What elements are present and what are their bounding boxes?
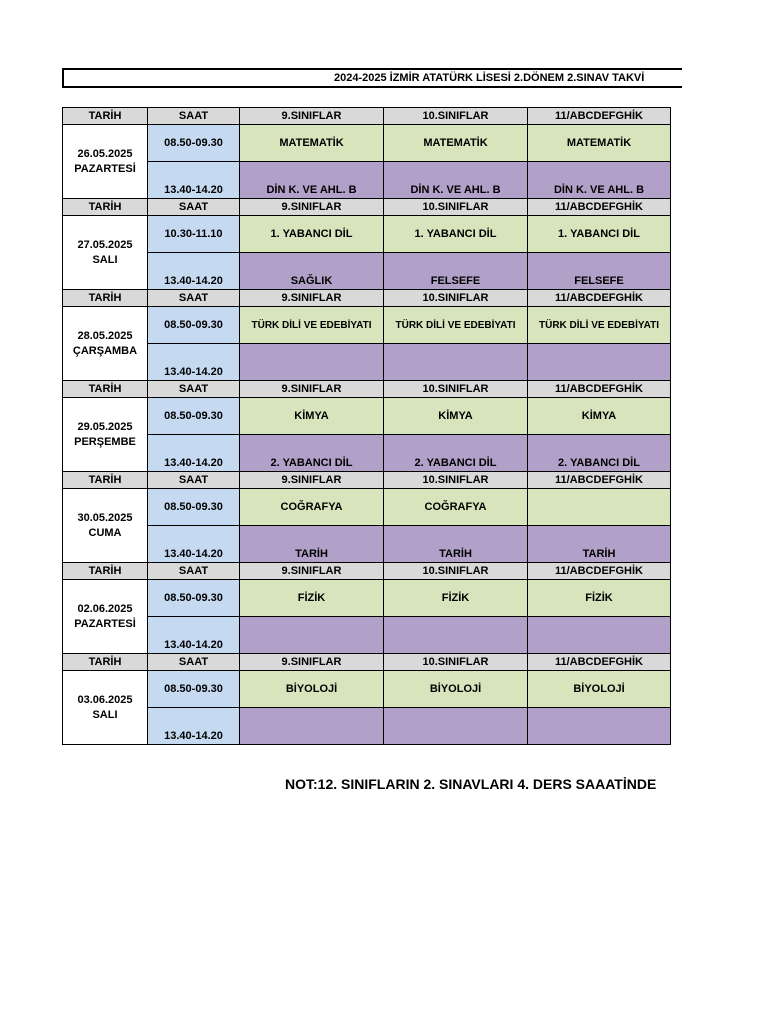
- header-time: SAAT: [148, 381, 240, 398]
- header-grade-11: 11/ABCDEFGHİK: [528, 108, 671, 125]
- header-grade-10: 10.SINIFLAR: [384, 290, 528, 307]
- header-grade-9: 9.SINIFLAR: [240, 108, 384, 125]
- afternoon-time: 13.40-14.20: [148, 253, 240, 290]
- morning-row: [63, 580, 671, 617]
- weekday-value: CUMA: [88, 526, 122, 539]
- afternoon-exam-grade-9: [240, 344, 384, 381]
- morning-time: 10.30-11.10: [148, 216, 240, 253]
- header-grade-10: 10.SINIFLAR: [384, 563, 528, 580]
- date-value: 02.06.2025: [77, 602, 133, 615]
- date-value: 03.06.2025: [77, 693, 133, 706]
- afternoon-row: [63, 617, 671, 654]
- morning-exam-grade-11: BİYOLOJİ: [528, 671, 671, 708]
- morning-exam-grade-11: FİZİK: [528, 580, 671, 617]
- morning-time: 08.50-09.30: [148, 307, 240, 344]
- afternoon-exam-grade-9: [240, 617, 384, 654]
- morning-row: [63, 125, 671, 162]
- header-grade-11: 11/ABCDEFGHİK: [528, 563, 671, 580]
- header-grade-10: 10.SINIFLAR: [384, 654, 528, 671]
- date-value: 28.05.2025: [77, 329, 133, 342]
- afternoon-exam-grade-10: [384, 344, 528, 381]
- header-grade-9: 9.SINIFLAR: [240, 654, 384, 671]
- morning-time: 08.50-09.30: [148, 580, 240, 617]
- header-grade-10: 10.SINIFLAR: [384, 381, 528, 398]
- header-date: TARİH: [63, 108, 148, 125]
- header-date: TARİH: [63, 290, 148, 307]
- afternoon-time: 13.40-14.20: [148, 435, 240, 472]
- date-cell: [63, 398, 148, 472]
- afternoon-row: [63, 708, 671, 745]
- morning-row: [63, 398, 671, 435]
- date-value: 30.05.2025: [77, 511, 133, 524]
- header-grade-11: 11/ABCDEFGHİK: [528, 290, 671, 307]
- weekday-value: SALI: [92, 708, 118, 721]
- header-date: TARİH: [63, 654, 148, 671]
- header-row: [63, 108, 671, 125]
- morning-exam-grade-10: KİMYA: [384, 398, 528, 435]
- header-grade-9: 9.SINIFLAR: [240, 563, 384, 580]
- header-grade-11: 11/ABCDEFGHİK: [528, 654, 671, 671]
- header-row: [63, 563, 671, 580]
- morning-exam-grade-9: TÜRK DİLİ VE EDEBİYATI: [240, 307, 384, 344]
- header-row: [63, 199, 671, 216]
- afternoon-exam-grade-9: [240, 708, 384, 745]
- afternoon-time: 13.40-14.20: [148, 162, 240, 199]
- header-grade-9: 9.SINIFLAR: [240, 199, 384, 216]
- header-row: [63, 381, 671, 398]
- morning-exam-grade-11: 1. YABANCI DİL: [528, 216, 671, 253]
- morning-exam-grade-11: MATEMATİK: [528, 125, 671, 162]
- date-cell: [63, 671, 148, 745]
- header-grade-9: 9.SINIFLAR: [240, 290, 384, 307]
- header-time: SAAT: [148, 108, 240, 125]
- title-box: [62, 68, 682, 88]
- morning-exam-grade-9: COĞRAFYA: [240, 489, 384, 526]
- weekday-value: SALI: [92, 253, 118, 266]
- header-date: TARİH: [63, 563, 148, 580]
- date-value: 27.05.2025: [77, 238, 133, 251]
- afternoon-exam-grade-10: [384, 617, 528, 654]
- morning-exam-grade-11: TÜRK DİLİ VE EDEBİYATI: [528, 307, 671, 344]
- header-row: [63, 654, 671, 671]
- afternoon-exam-grade-10: [384, 708, 528, 745]
- morning-exam-grade-10: TÜRK DİLİ VE EDEBİYATI: [384, 307, 528, 344]
- morning-exam-grade-10: 1. YABANCI DİL: [384, 216, 528, 253]
- header-grade-11: 11/ABCDEFGHİK: [528, 381, 671, 398]
- date-cell: [63, 307, 148, 381]
- afternoon-row: [63, 253, 671, 290]
- date-value: 29.05.2025: [77, 420, 133, 433]
- header-date: TARİH: [63, 199, 148, 216]
- afternoon-exam-grade-9: TARİH: [240, 526, 384, 563]
- header-time: SAAT: [148, 563, 240, 580]
- morning-exam-grade-9: FİZİK: [240, 580, 384, 617]
- morning-exam-grade-10: COĞRAFYA: [384, 489, 528, 526]
- morning-row: [63, 671, 671, 708]
- afternoon-row: [63, 162, 671, 199]
- afternoon-time: 13.40-14.20: [148, 526, 240, 563]
- header-grade-11: 11/ABCDEFGHİK: [528, 199, 671, 216]
- afternoon-exam-grade-9: DİN K. VE AHL. B: [240, 162, 384, 199]
- morning-exam-grade-9: 1. YABANCI DİL: [240, 216, 384, 253]
- exam-schedule-table: [62, 107, 670, 745]
- afternoon-time: 13.40-14.20: [148, 344, 240, 381]
- header-time: SAAT: [148, 290, 240, 307]
- date-cell: [63, 489, 148, 563]
- morning-exam-grade-9: BİYOLOJİ: [240, 671, 384, 708]
- afternoon-exam-grade-11: [528, 708, 671, 745]
- afternoon-row: [63, 435, 671, 472]
- date-cell: [63, 216, 148, 290]
- afternoon-exam-grade-10: TARİH: [384, 526, 528, 563]
- date-cell: [63, 125, 148, 199]
- note-text: NOT:12. SINIFLARIN 2. SINAVLARI 4. DERS SAAATİNDE: [285, 776, 657, 792]
- afternoon-time: 13.40-14.20: [148, 617, 240, 654]
- header-grade-11: 11/ABCDEFGHİK: [528, 472, 671, 489]
- morning-exam-grade-9: KİMYA: [240, 398, 384, 435]
- morning-exam-grade-9: MATEMATİK: [240, 125, 384, 162]
- header-grade-9: 9.SINIFLAR: [240, 472, 384, 489]
- date-cell: [63, 580, 148, 654]
- morning-time: 08.50-09.30: [148, 489, 240, 526]
- afternoon-row: [63, 526, 671, 563]
- morning-row: [63, 216, 671, 253]
- afternoon-exam-grade-11: 2. YABANCI DİL: [528, 435, 671, 472]
- header-time: SAAT: [148, 654, 240, 671]
- afternoon-exam-grade-9: 2. YABANCI DİL: [240, 435, 384, 472]
- weekday-value: ÇARŞAMBA: [72, 344, 138, 357]
- morning-row: [63, 307, 671, 344]
- afternoon-exam-grade-10: DİN K. VE AHL. B: [384, 162, 528, 199]
- afternoon-exam-grade-10: 2. YABANCI DİL: [384, 435, 528, 472]
- header-date: TARİH: [63, 472, 148, 489]
- morning-time: 08.50-09.30: [148, 125, 240, 162]
- afternoon-exam-grade-10: FELSEFE: [384, 253, 528, 290]
- afternoon-exam-grade-11: [528, 617, 671, 654]
- morning-time: 08.50-09.30: [148, 671, 240, 708]
- header-row: [63, 290, 671, 307]
- morning-exam-grade-10: MATEMATİK: [384, 125, 528, 162]
- morning-row: [63, 489, 671, 526]
- afternoon-time: 13.40-14.20: [148, 708, 240, 745]
- afternoon-exam-grade-9: SAĞLIK: [240, 253, 384, 290]
- afternoon-row: [63, 344, 671, 381]
- header-time: SAAT: [148, 472, 240, 489]
- morning-exam-grade-11: [528, 489, 671, 526]
- morning-exam-grade-11: KİMYA: [528, 398, 671, 435]
- header-date: TARİH: [63, 381, 148, 398]
- header-grade-10: 10.SINIFLAR: [384, 108, 528, 125]
- weekday-value: PERŞEMBE: [74, 435, 136, 448]
- morning-exam-grade-10: BİYOLOJİ: [384, 671, 528, 708]
- header-grade-10: 10.SINIFLAR: [384, 199, 528, 216]
- header-row: [63, 472, 671, 489]
- header-grade-10: 10.SINIFLAR: [384, 472, 528, 489]
- weekday-value: PAZARTESİ: [74, 617, 136, 630]
- page-title: 2024-2025 İZMİR ATATÜRK LİSESİ 2.DÖNEM 2.SINAV TAKVİ: [334, 72, 645, 84]
- weekday-value: PAZARTESİ: [74, 162, 136, 175]
- header-grade-9: 9.SINIFLAR: [240, 381, 384, 398]
- morning-exam-grade-10: FİZİK: [384, 580, 528, 617]
- afternoon-exam-grade-11: DİN K. VE AHL. B: [528, 162, 671, 199]
- afternoon-exam-grade-11: FELSEFE: [528, 253, 671, 290]
- header-time: SAAT: [148, 199, 240, 216]
- morning-time: 08.50-09.30: [148, 398, 240, 435]
- afternoon-exam-grade-11: TARİH: [528, 526, 671, 563]
- afternoon-exam-grade-11: [528, 344, 671, 381]
- date-value: 26.05.2025: [77, 147, 133, 160]
